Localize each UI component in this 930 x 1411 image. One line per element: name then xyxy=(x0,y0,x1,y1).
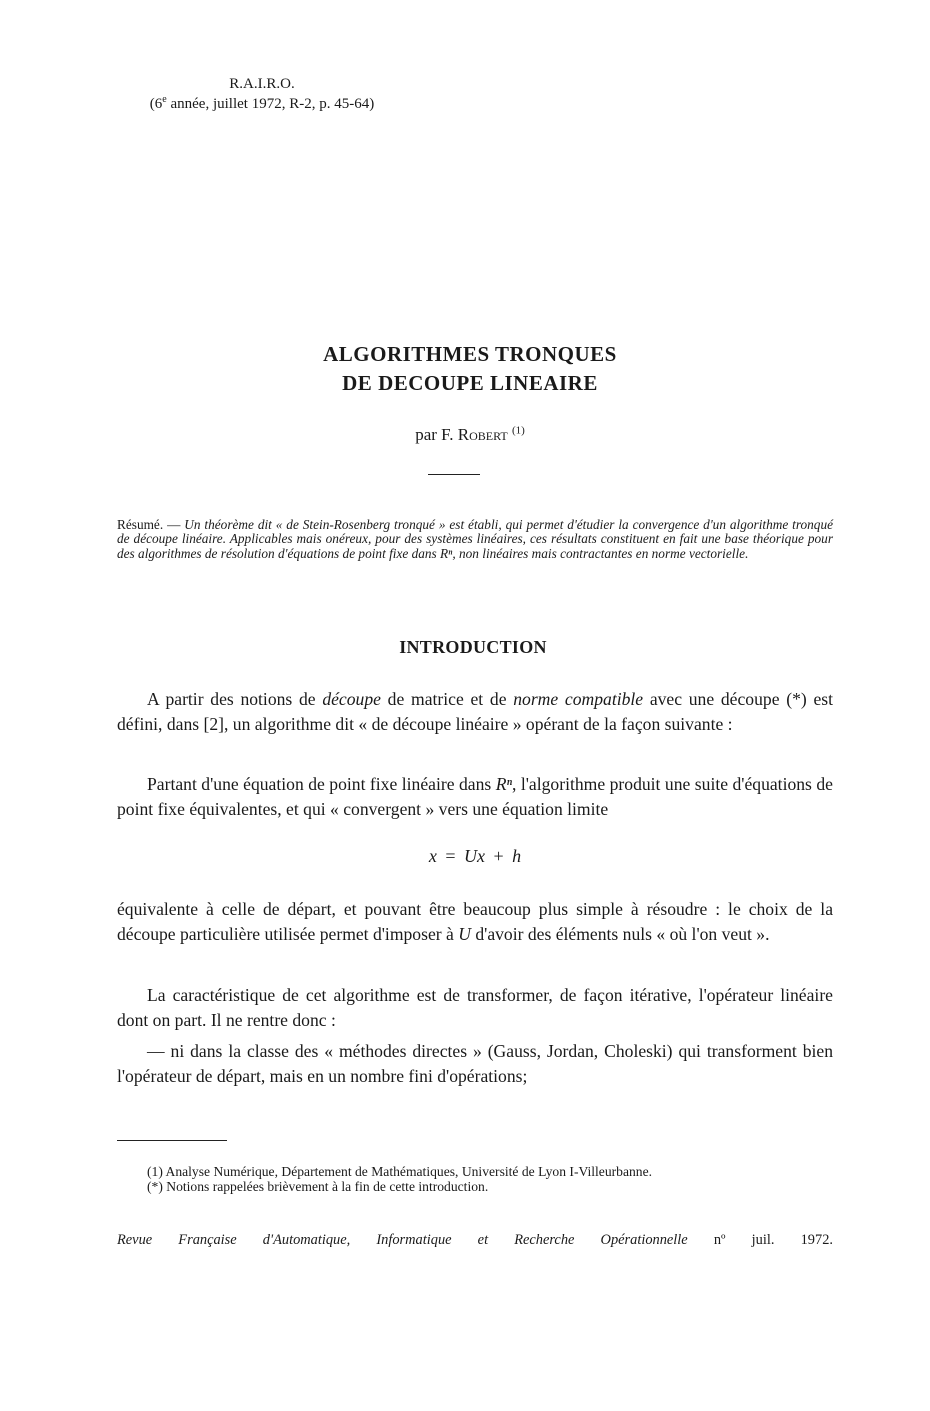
section-heading-introduction: INTRODUCTION xyxy=(399,637,547,657)
title-divider xyxy=(428,474,480,475)
paragraph-1 xyxy=(117,687,833,736)
p1-text-a: A partir des notions de xyxy=(147,689,323,709)
equation-lhs: x xyxy=(428,846,437,866)
footnote-2: (*) Notions rappelées brièvement à la fin de cette introduction. xyxy=(147,1178,489,1194)
paragraph-3 xyxy=(117,897,833,946)
issue-superscript: e xyxy=(162,94,167,105)
equation-h: h xyxy=(512,846,522,866)
footnote-divider xyxy=(117,1140,227,1141)
p1-emphasis-norme: norme compatible xyxy=(513,689,644,709)
equation-ux: Ux xyxy=(464,846,485,866)
p1-emphasis-decoupe: découpe xyxy=(322,689,381,709)
journal-header xyxy=(117,74,407,114)
p1-text-b: de matrice et de xyxy=(380,689,514,709)
paragraph-5: — ni dans la classe des « méthodes directes » (Gauss, Jordan, Choleski) qui transforment bien l'opérateur de départ, mais en un nombre fini d'opérations; xyxy=(117,1041,833,1086)
journal-name: R.A.I.R.O. xyxy=(229,76,295,92)
paragraph-2 xyxy=(117,772,833,821)
author-footnote-mark: (1) xyxy=(511,424,525,437)
issue-rest: année, juillet 1972, R-2, p. 45-64) xyxy=(166,96,375,112)
display-equation xyxy=(117,846,833,867)
paper-title xyxy=(160,340,780,398)
p3-emphasis-u: U xyxy=(458,923,471,944)
p2-text-a: Partant d'une équation de point fixe linéaire dans xyxy=(147,774,496,794)
issue-info xyxy=(117,94,407,114)
footnote-1: (1) Analyse Numérique, Département de Mathématiques, Université de Lyon I-Villeurbanne. xyxy=(147,1164,653,1179)
paragraph-4: La caractéristique de cet algorithme est de transformer, de façon itérative, l'opérateur linéaire dont on part. Il ne rentre donc : xyxy=(117,985,833,1030)
equation-plus: + xyxy=(493,846,504,866)
p1-text-c: avec une découpe (*) est défini, dans [2], un algorithme dit « de découpe linéaire » opérant de la façon suivante : xyxy=(117,689,834,734)
author-name: Robert xyxy=(457,425,508,444)
footer-journal-title: Revue Française d'Automatique, Informatique et Recherche Opérationnelle xyxy=(117,1232,688,1248)
byline-par: par F. xyxy=(415,425,458,444)
equation-equals: = xyxy=(445,846,456,866)
title-line-1: ALGORITHMES TRONQUES xyxy=(323,342,617,366)
footer-issue: nº juil. 1972. xyxy=(687,1232,833,1248)
abstract-text: Un théorème dit « de Stein-Rosenberg tronqué » est établi, qui permet d'étudier la convergence d'un algorithme tronqué de découpe linéaire. Applicables mais onéreux, pour des systèmes linéaires, ces résultats constituent en fait une base théorique pour des algorithmes de résolution d'équations de point fixe dans Rⁿ, non linéaires mais contractantes en norme vectorielle. xyxy=(117,517,834,561)
author-byline xyxy=(160,425,780,445)
p3-text-b: d'avoir des éléments nuls « où l'on veut ». xyxy=(470,923,770,944)
issue-prefix: (6 xyxy=(149,96,163,112)
abstract xyxy=(117,518,833,561)
journal-footer xyxy=(117,1232,833,1249)
footnotes xyxy=(117,1165,833,1194)
p2-emphasis-rn: Rⁿ xyxy=(495,774,512,794)
p3-text-a: équivalente à celle de départ, et pouvant être beaucoup plus simple à résoudre : le choix de la découpe particulière utilisée permet d'imposer à xyxy=(117,899,833,944)
abstract-label: Résumé. — xyxy=(117,517,185,532)
p2-text-b: , l'algorithme produit une suite d'équations de point fixe équivalentes, et qui « convergent » vers une équation limite xyxy=(117,774,833,819)
title-line-2: DE DECOUPE LINEAIRE xyxy=(342,371,598,395)
